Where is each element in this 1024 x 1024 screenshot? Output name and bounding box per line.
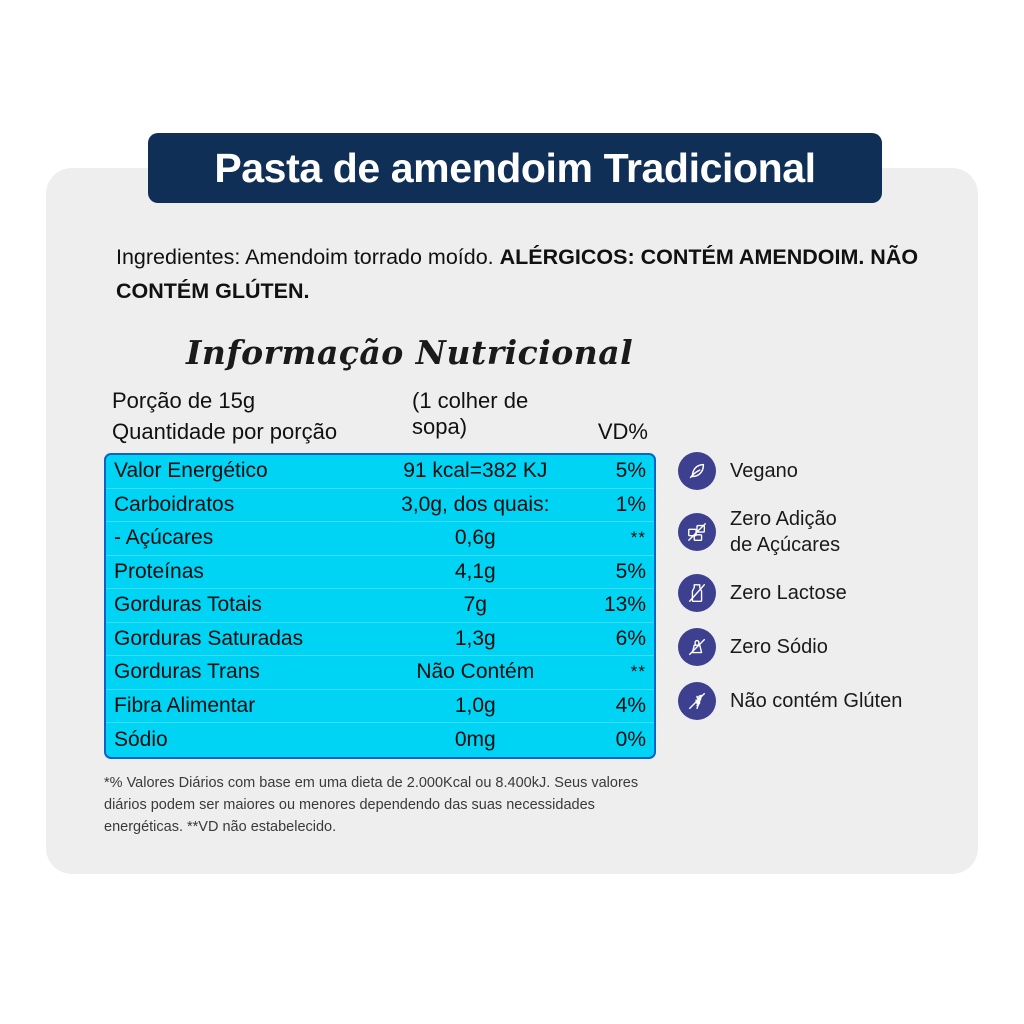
nutrient-value: 4,1g	[454, 559, 496, 583]
claim-label: Zero Adição de Açúcares	[730, 508, 841, 556]
claim-vegano	[678, 452, 968, 490]
table-row	[106, 623, 654, 657]
table-row	[106, 589, 654, 623]
nutrition-heading: Informação Nutricional	[186, 333, 634, 372]
nutrient-name: - Açúcares	[114, 526, 214, 550]
nutrient-value: 0mg	[454, 727, 496, 751]
leaf-icon	[678, 452, 716, 490]
claim-zero-sodio	[678, 628, 968, 666]
serving-measure: (1 colher de sopa)	[412, 388, 529, 439]
nutrient-vd: 5%	[615, 559, 646, 583]
nutrient-name: Proteínas	[114, 559, 204, 583]
nutrient-value: 7g	[463, 593, 487, 617]
ingredients-text: Ingredientes: Amendoim torrado moído.	[116, 245, 500, 269]
nutrient-value: Não Contém	[416, 660, 535, 684]
nutrient-name: Carboidratos	[114, 492, 235, 516]
nutrient-name: Fibra Alimentar	[114, 693, 256, 717]
nutrient-value: 91 kcal=382 KJ	[403, 459, 548, 483]
allergen-warning: ALÉRGICOS: CONTÉM AMENDOIM. NÃO CONTÉM GLÚTEN.	[116, 245, 919, 303]
nutrient-value: 3,0g, dos quais:	[401, 492, 550, 516]
nutrient-vd: **	[630, 662, 646, 682]
vd-header: VD%	[597, 419, 648, 444]
nutrient-value: 1,3g	[454, 626, 496, 650]
nutrient-vd: 13%	[603, 593, 646, 617]
quantity-header: Quantidade por porção	[112, 419, 338, 444]
sugar-cubes-icon	[678, 513, 716, 551]
ingredients-paragraph	[116, 240, 946, 308]
product-title-banner	[148, 133, 882, 203]
claim-label: Zero Lactose	[730, 582, 847, 604]
claim-sem-gluten	[678, 682, 968, 720]
nutrient-name: Sódio	[114, 727, 168, 751]
nutrition-table	[104, 453, 656, 759]
nutrient-name: Gorduras Totais	[114, 593, 262, 617]
nutrient-name: Gorduras Saturadas	[114, 626, 304, 650]
nutrition-facts-block	[104, 388, 656, 759]
claim-label: Zero Sódio	[730, 636, 828, 658]
nutrient-vd: 0%	[615, 727, 646, 751]
nutrient-value: 1,0g	[454, 693, 496, 717]
table-row	[106, 455, 654, 489]
table-row	[106, 556, 654, 590]
table-row	[106, 489, 654, 523]
claim-label: Não contém Glúten	[730, 690, 903, 712]
claim-zero-acucares	[678, 506, 968, 558]
nutrient-vd: 4%	[615, 693, 646, 717]
nutrient-vd: 6%	[615, 626, 646, 650]
nutrient-vd: 5%	[615, 459, 646, 483]
table-row	[106, 656, 654, 690]
page-title: Pasta de amendoim Tradicional	[214, 144, 816, 191]
daily-values-footnote: *% Valores Diários com base em uma dieta de 2.000Kcal ou 8.400kJ. Seus valores diários podem ser maiores ou menores dependendo das suas necessidades energéticas. **VD não estabelecido.	[104, 775, 639, 835]
nutrient-name: Valor Energético	[114, 459, 268, 483]
table-row	[106, 690, 654, 724]
table-header-row	[104, 419, 656, 450]
claim-label: Vegano	[730, 460, 798, 482]
nutrient-value: 0,6g	[454, 526, 496, 550]
milk-bottle-icon	[678, 574, 716, 612]
wheat-icon	[678, 682, 716, 720]
salt-shaker-icon	[678, 628, 716, 666]
claims-list	[678, 452, 968, 736]
claim-zero-lactose	[678, 574, 968, 612]
serving-size: Porção de 15g	[112, 388, 256, 413]
table-row	[106, 723, 654, 757]
nutrient-vd: **	[630, 528, 646, 548]
table-row	[106, 522, 654, 556]
nutrient-name: Gorduras Trans	[114, 660, 260, 684]
nutrient-vd: 1%	[615, 492, 646, 516]
